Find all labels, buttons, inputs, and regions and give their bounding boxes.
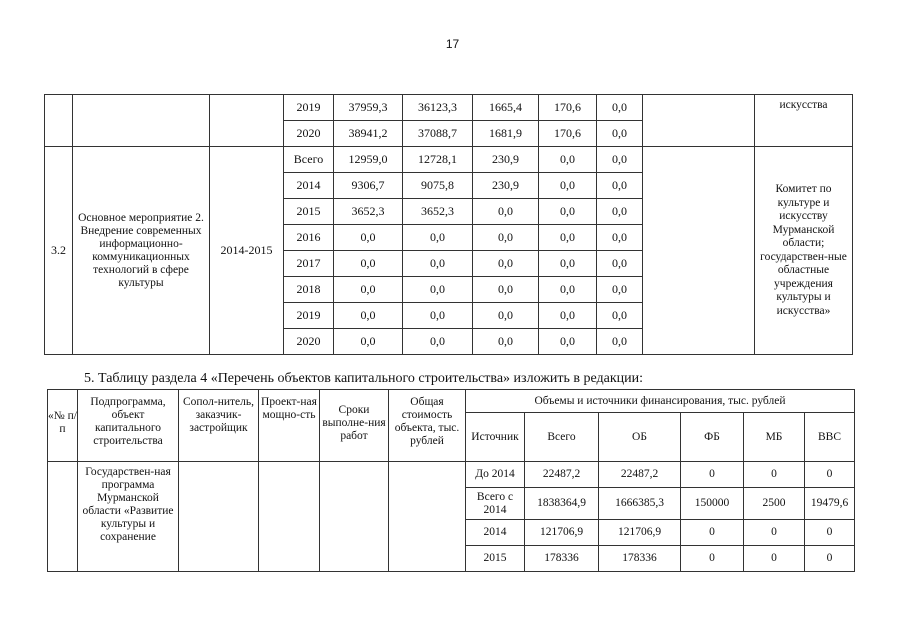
vvs-cell: 0 [805,520,855,546]
vbs-cell: 0,0 [597,225,643,251]
ob-cell: 22487,2 [599,462,681,488]
total-cost-cell [389,462,466,572]
year-cell: 2016 [284,225,334,251]
vvs-cell: 0 [805,462,855,488]
fb-cell: 0 [681,520,744,546]
fb-cell: 0 [681,462,744,488]
period-cell [210,95,284,147]
total-cell: 9306,7 [334,173,403,199]
ob-cell: 0,0 [403,303,473,329]
vbs-cell: 0,0 [597,147,643,173]
total-cell: 0,0 [334,251,403,277]
vbs-cell: 0,0 [597,95,643,121]
fb-cell: 0,0 [473,225,539,251]
fb-cell: 1681,9 [473,121,539,147]
year-cell: 2020 [284,121,334,147]
mb-cell: 170,6 [539,95,597,121]
mb-cell: 0 [744,546,805,572]
fb-cell: 230,9 [473,147,539,173]
vbs-cell: 0,0 [597,303,643,329]
description-cell: Основное мероприятие 2. Внедрение современных информационно-коммуникационных технологий в сфере культуры [73,147,210,355]
page-number: 17 [445,37,460,51]
ob-cell: 9075,8 [403,173,473,199]
total-cell: 38941,2 [334,121,403,147]
vbs-cell: 0,0 [597,251,643,277]
vvs-cell: 19479,6 [805,488,855,520]
number-cell [48,462,78,572]
fb-cell: 1665,4 [473,95,539,121]
funding-table-section-3 [44,94,853,355]
year-cell: 2019 [284,303,334,329]
capital-construction-table [47,389,855,572]
total-cell: 22487,2 [525,462,599,488]
indicator-cell [643,95,755,147]
vbs-cell: 0,0 [597,173,643,199]
mb-cell: 0,0 [539,251,597,277]
header-number: «№ п/п [48,390,78,462]
item-number-cell: 3.2 [45,147,73,355]
section-paragraph: 5. Таблицу раздела 4 «Перечень объектов капитального строительства» изложить в редакции: [84,371,644,386]
fb-cell: 0,0 [473,251,539,277]
header-financing: Объемы и источники финансирования, тыс. рублей [466,390,855,413]
header-vvs: ВВС [805,413,855,462]
source-cell: 2015 [466,546,525,572]
source-cell: До 2014 [466,462,525,488]
ob-cell: 0,0 [403,277,473,303]
mb-cell: 0 [744,520,805,546]
total-cell: 12959,0 [334,147,403,173]
year-cell: 2018 [284,277,334,303]
capacity-cell [259,462,320,572]
header-total-cost: Общая стоимость объекта, тыс. рублей [389,390,466,462]
fb-cell: 0,0 [473,329,539,355]
table-row [48,462,855,488]
vvs-cell: 0 [805,546,855,572]
header-row [48,390,855,413]
mb-cell: 170,6 [539,121,597,147]
executor-cell: искусства [755,95,853,147]
executor-cell: Комитет по культуре и искусству Мурманской области; государствен-ные областные учреждения культуры и искусства» [755,147,853,355]
total-cell: 1838364,9 [525,488,599,520]
indicator-cell [643,147,755,355]
year-cell: 2019 [284,95,334,121]
ob-cell: 1666385,3 [599,488,681,520]
total-cell: 0,0 [334,225,403,251]
total-cell: 37959,3 [334,95,403,121]
table-row [45,95,853,121]
fb-cell: 0,0 [473,199,539,225]
year-cell: 2017 [284,251,334,277]
total-cell: 3652,3 [334,199,403,225]
mb-cell: 0,0 [539,329,597,355]
mb-cell: 0,0 [539,277,597,303]
header-terms: Сроки выполне-ния работ [320,390,389,462]
year-cell: Всего [284,147,334,173]
period-cell: 2014-2015 [210,147,284,355]
header-source: Источник [466,413,525,462]
mb-cell: 0,0 [539,147,597,173]
ob-cell: 37088,7 [403,121,473,147]
vbs-cell: 0,0 [597,277,643,303]
program-cell: Государствен-ная программа Мурманской области «Развитие культуры и сохранение [78,462,179,572]
vbs-cell: 0,0 [597,121,643,147]
mb-cell: 0,0 [539,199,597,225]
header-capacity: Проект-ная мощно-сть [259,390,320,462]
table-row [45,147,853,173]
mb-cell: 0,0 [539,303,597,329]
total-cell: 0,0 [334,303,403,329]
ob-cell: 0,0 [403,225,473,251]
mb-cell: 0,0 [539,173,597,199]
source-cell: 2014 [466,520,525,546]
total-cell: 121706,9 [525,520,599,546]
mb-cell: 2500 [744,488,805,520]
ob-cell: 36123,3 [403,95,473,121]
coexecutor-cell [179,462,259,572]
total-cell: 0,0 [334,277,403,303]
fb-cell: 0 [681,546,744,572]
terms-cell [320,462,389,572]
ob-cell: 0,0 [403,251,473,277]
item-number-cell [45,95,73,147]
vbs-cell: 0,0 [597,329,643,355]
year-cell: 2020 [284,329,334,355]
header-coexecutor: Сопол-нитель, заказчик-застройщик [179,390,259,462]
header-mb: МБ [744,413,805,462]
ob-cell: 3652,3 [403,199,473,225]
header-fb: ФБ [681,413,744,462]
ob-cell: 121706,9 [599,520,681,546]
ob-cell: 0,0 [403,329,473,355]
description-cell [73,95,210,147]
fb-cell: 150000 [681,488,744,520]
source-cell: Всего с 2014 [466,488,525,520]
header-subprogram: Подпрограмма, объект капитального строительства [78,390,179,462]
year-cell: 2014 [284,173,334,199]
fb-cell: 0,0 [473,303,539,329]
fb-cell: 0,0 [473,277,539,303]
header-total: Всего [525,413,599,462]
header-ob: ОБ [599,413,681,462]
total-cell: 0,0 [334,329,403,355]
vbs-cell: 0,0 [597,199,643,225]
total-cell: 178336 [525,546,599,572]
fb-cell: 230,9 [473,173,539,199]
year-cell: 2015 [284,199,334,225]
mb-cell: 0 [744,462,805,488]
ob-cell: 178336 [599,546,681,572]
mb-cell: 0,0 [539,225,597,251]
ob-cell: 12728,1 [403,147,473,173]
